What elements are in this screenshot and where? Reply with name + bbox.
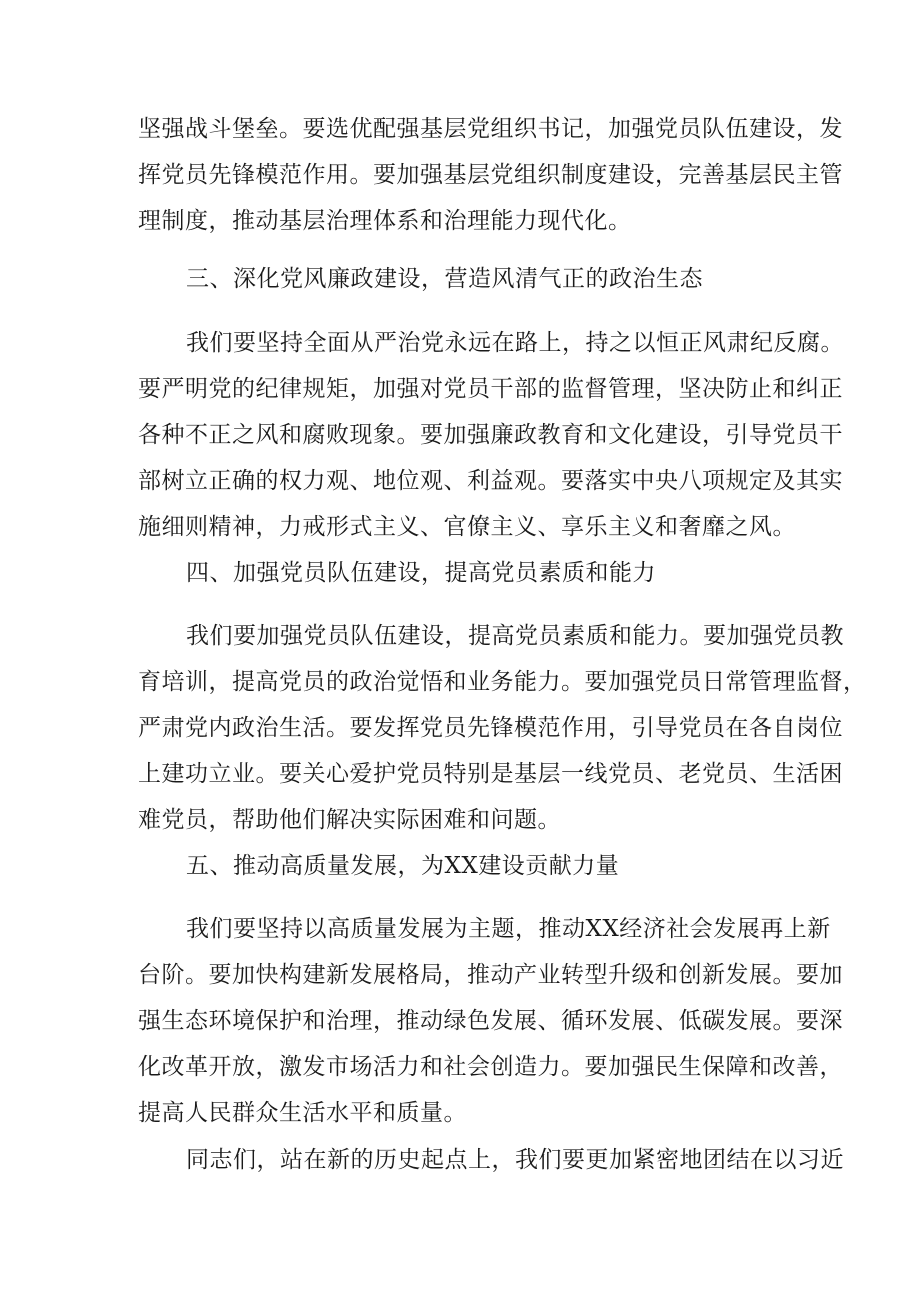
heading-line: 四、加强党员队伍建设，提高党员素质和能力 [186,560,656,586]
section-heading-4 [138,550,788,596]
section-heading-5 [138,843,788,889]
paragraph-continuation [138,106,843,244]
text-line: 强生态环境保护和治理，推动绿色发展、循环发展、低碳发展。要深 [138,1008,843,1034]
text-line: 我们要坚持以高质量发展为主题，推动XX经济社会发展再上新 [186,916,831,942]
paragraph-party-conduct [138,320,844,550]
text-line: 各种不正之风和腐败现象。要加强廉政教育和文化建设，引导党员干 [138,422,843,448]
text-line: 化改革开放，激发市场活力和社会创造力。要加强民生保障和改善， [138,1054,843,1080]
text-line: 部树立正确的权力观、地位观、利益观。要落实中央八项规定及其实 [138,468,843,494]
text-line: 理制度，推动基层治理体系和治理能力现代化。 [138,208,632,234]
text-line: 上建功立业。要关心爱护党员特别是基层一线党员、老党员、生活困 [138,761,843,787]
section-heading-3 [138,256,788,302]
text-line: 提高人民群众生活水平和质量。 [138,1100,467,1126]
heading-line: 三、深化党风廉政建设，营造风清气正的政治生态 [186,266,703,292]
text-line: 育培训，提高党员的政治觉悟和业务能力。要加强党员日常管理监督， [138,669,867,695]
paragraph-party-members [138,613,867,843]
text-line: 同志们，站在新的历史起点上，我们要更加紧密地团结在以习近 [186,1147,844,1173]
text-line: 难党员，帮助他们解决实际困难和问题。 [138,807,561,833]
text-line: 我们要加强党员队伍建设，提高党员素质和能力。要加强党员教 [186,623,844,649]
text-line: 严肃党内政治生活。要发挥党员先锋模范作用，引导党员在各自岗位 [138,715,843,741]
text-line: 我们要坚持全面从严治党永远在路上，持之以恒正风肃纪反腐。 [186,330,844,356]
text-line: 要严明党的纪律规矩，加强对党员干部的监督管理，坚决防止和纠正 [138,376,843,402]
paragraph-closing [138,1137,844,1183]
paragraph-development [138,906,843,1136]
text-line: 施细则精神，力戒形式主义、官僚主义、享乐主义和奢靡之风。 [138,514,796,540]
text-line: 坚强战斗堡垒。要选优配强基层党组织书记，加强党员队伍建设，发 [138,116,843,142]
text-line: 台阶。要加快构建新发展格局，推动产业转型升级和创新发展。要加 [138,962,843,988]
heading-line: 五、推动高质量发展，为XX建设贡献力量 [186,853,620,879]
text-line: 挥党员先锋模范作用。要加强基层党组织制度建设，完善基层民主管 [138,162,843,188]
